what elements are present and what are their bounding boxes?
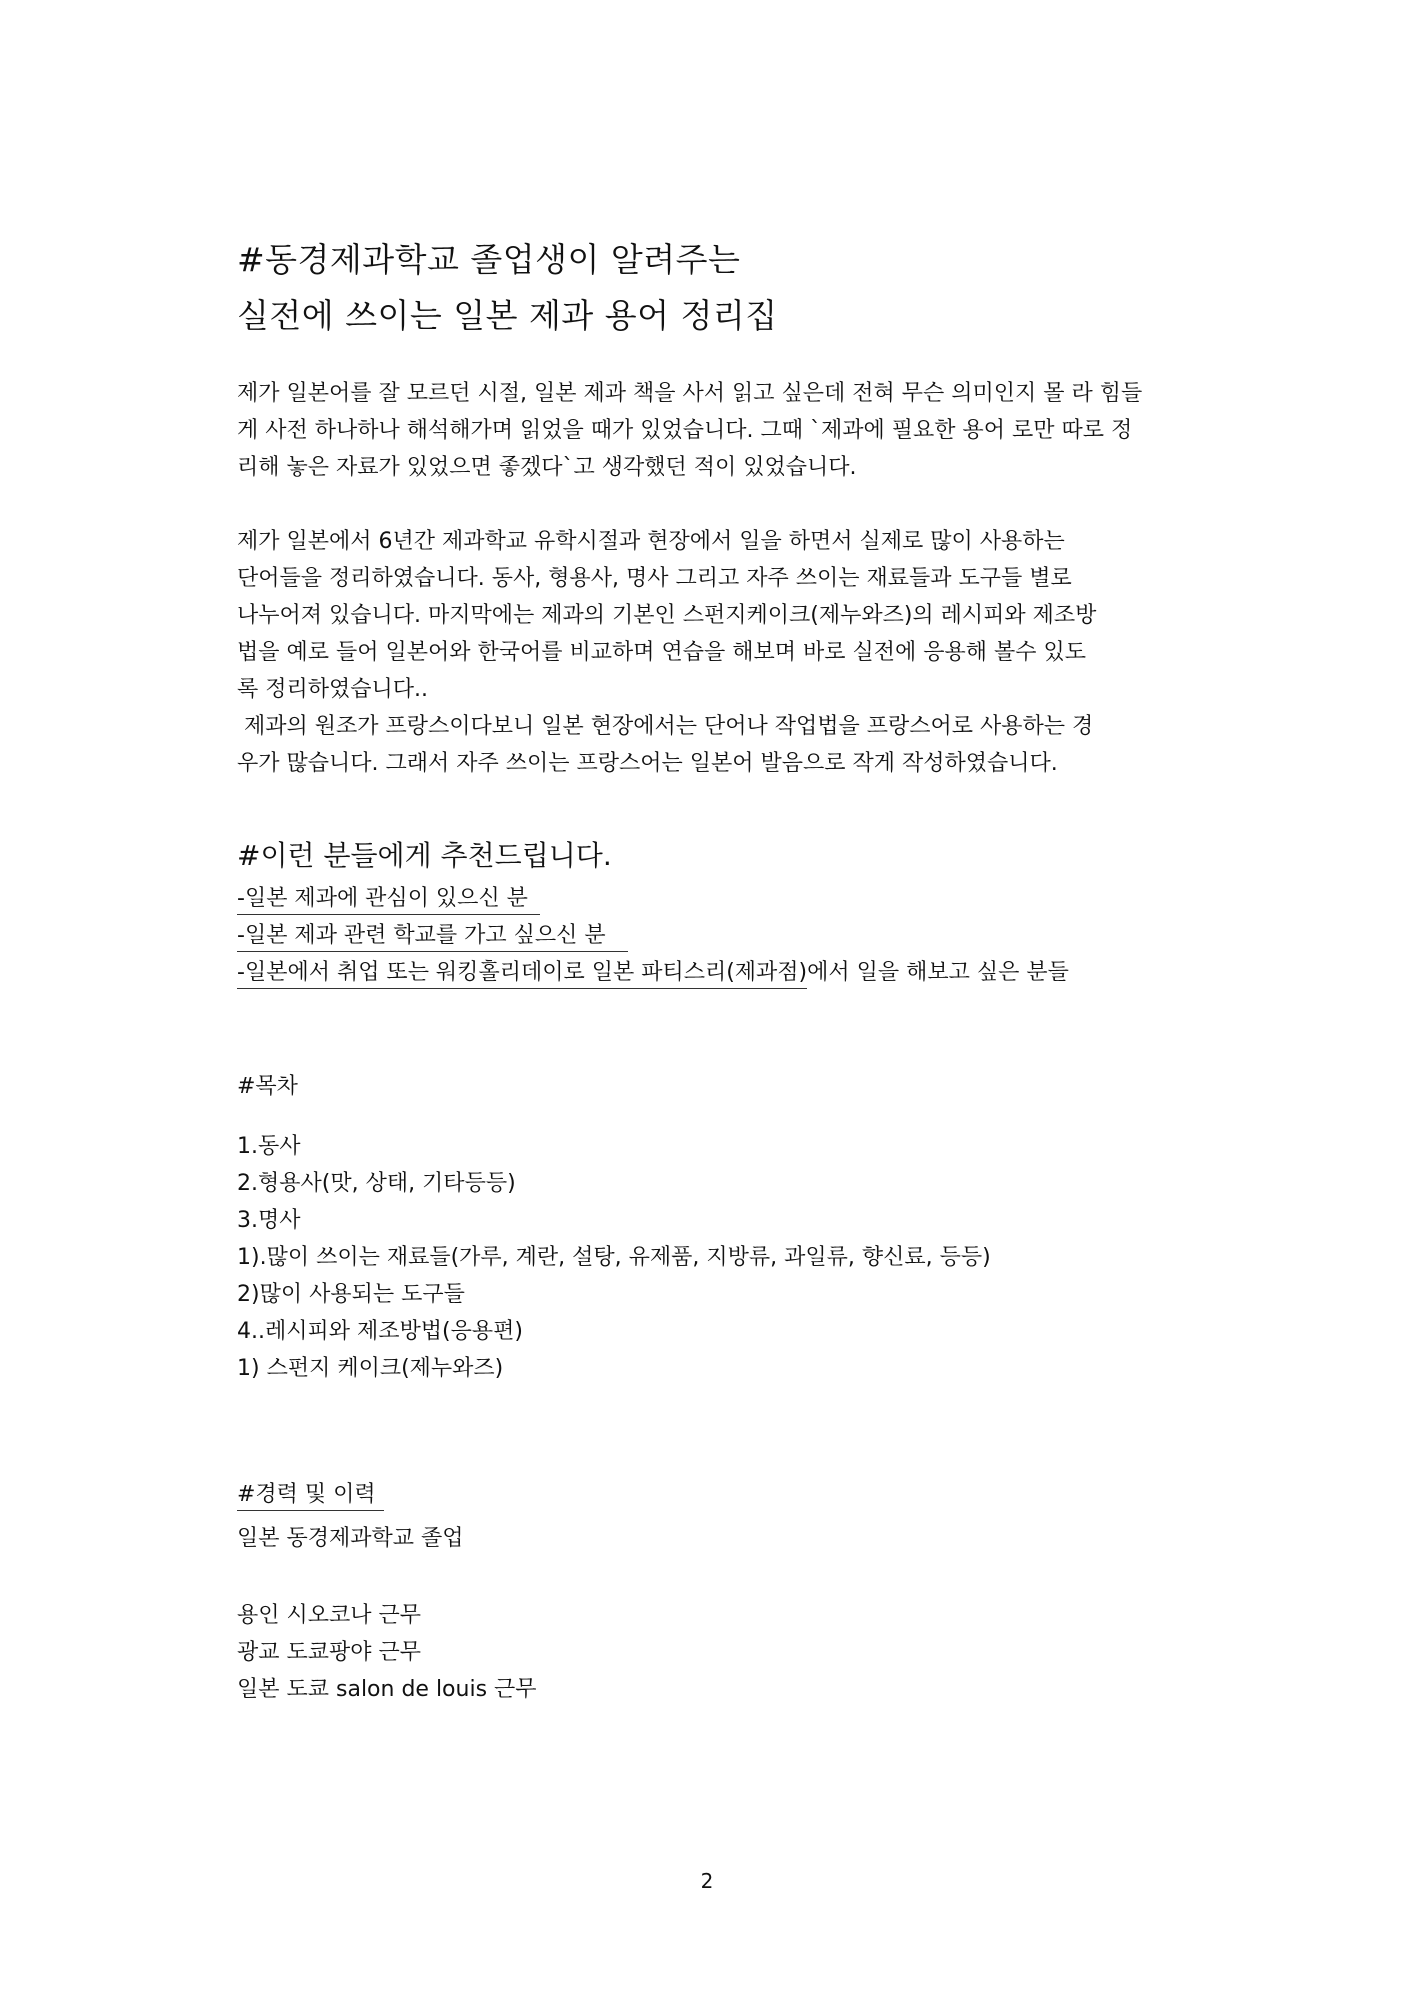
list-item bbox=[237, 880, 1069, 917]
job-item: 용인 시오코나 근무 bbox=[237, 1603, 422, 1628]
description-line: 나누어져 있습니다. 마지막에는 제과의 기본인 스펀지케이크(제누와즈)의 레시피와 제조방 bbox=[237, 603, 1097, 628]
recommend-item-2: -일본 제과 관련 학교를 가고 싶으신 분 bbox=[237, 921, 628, 952]
description-line: 록 정리하였습니다.. bbox=[237, 677, 428, 702]
toc-item: 2.형용사(맛, 상태, 기타등등) bbox=[237, 1171, 516, 1196]
recommend-list bbox=[237, 880, 1069, 991]
intro-line: 리해 놓은 자료가 있었으면 좋겠다`고 생각했던 적이 있었습니다. bbox=[237, 455, 857, 480]
intro-line: 제가 일본어를 잘 모르던 시절, 일본 제과 책을 사서 읽고 싶은데 전혀 무슨 의미인지 몰 라 힘들 bbox=[237, 381, 1143, 406]
description-paragraph bbox=[237, 523, 1237, 782]
recommend-heading: #이런 분들에게 추천드립니다. bbox=[237, 839, 612, 872]
description-line: 법을 예로 들어 일본어와 한국어를 비교하며 연습을 해보며 바로 실전에 응용해 볼수 있도 bbox=[237, 640, 1086, 665]
document-title bbox=[237, 232, 1237, 344]
recommend-item-3: -일본에서 취업 또는 워킹홀리데이로 일본 파티스리(제과점) bbox=[237, 958, 807, 989]
title-line-2: 실전에 쓰이는 일본 제과 용어 정리집 bbox=[237, 296, 778, 335]
toc-heading: #목차 bbox=[237, 1074, 298, 1099]
career-jobs bbox=[237, 1597, 537, 1708]
job-item: 일본 도쿄 salon de louis 근무 bbox=[237, 1677, 537, 1702]
toc-item: 1.동사 bbox=[237, 1134, 301, 1159]
page-number: 2 bbox=[700, 1869, 714, 1893]
toc-item: 3.명사 bbox=[237, 1208, 301, 1233]
toc-item: 1) 스펀지 케이크(제누와즈) bbox=[237, 1356, 504, 1381]
toc-item: 1).많이 쓰이는 재료들(가루, 계란, 설탕, 유제품, 지방류, 과일류, 향신료, 등등) bbox=[237, 1245, 991, 1270]
description-line: 제가 일본에서 6년간 제과학교 유학시절과 현장에서 일을 하면서 실제로 많이 사용하는 bbox=[237, 529, 1065, 554]
description-line: 우가 많습니다. 그래서 자주 쓰이는 프랑스어는 일본어 발음으로 작게 작성하였습니다. bbox=[237, 751, 1058, 776]
toc-item: 2)많이 사용되는 도구들 bbox=[237, 1282, 465, 1307]
description-line: 제과의 원조가 프랑스이다보니 일본 현장에서는 단어나 작업법을 프랑스어로 사용하는 경 bbox=[237, 714, 1094, 739]
list-item bbox=[237, 917, 1069, 954]
intro-paragraph bbox=[237, 375, 1237, 486]
career-heading: #경력 및 이력 bbox=[237, 1480, 384, 1511]
list-item bbox=[237, 954, 1069, 991]
table-of-contents bbox=[237, 1128, 991, 1387]
career-education: 일본 동경제과학교 졸업 bbox=[237, 1526, 464, 1551]
recommend-item-1: -일본 제과에 관심이 있으신 분 bbox=[237, 884, 540, 915]
intro-line: 게 사전 하나하나 해석해가며 읽었을 때가 있었습니다. 그때 `제과에 필요한 용어 로만 따로 정 bbox=[237, 418, 1133, 443]
toc-item: 4..레시피와 제조방법(응용편) bbox=[237, 1319, 523, 1344]
job-item: 광교 도쿄팡야 근무 bbox=[237, 1640, 422, 1665]
description-line: 단어들을 정리하였습니다. 동사, 형용사, 명사 그리고 자주 쓰이는 재료들과 도구들 별로 bbox=[237, 566, 1072, 591]
title-line-1: #동경제과학교 졸업생이 알려주는 bbox=[237, 240, 741, 279]
recommend-item-3-tail: 에서 일을 해보고 싶은 분들 bbox=[807, 960, 1069, 985]
